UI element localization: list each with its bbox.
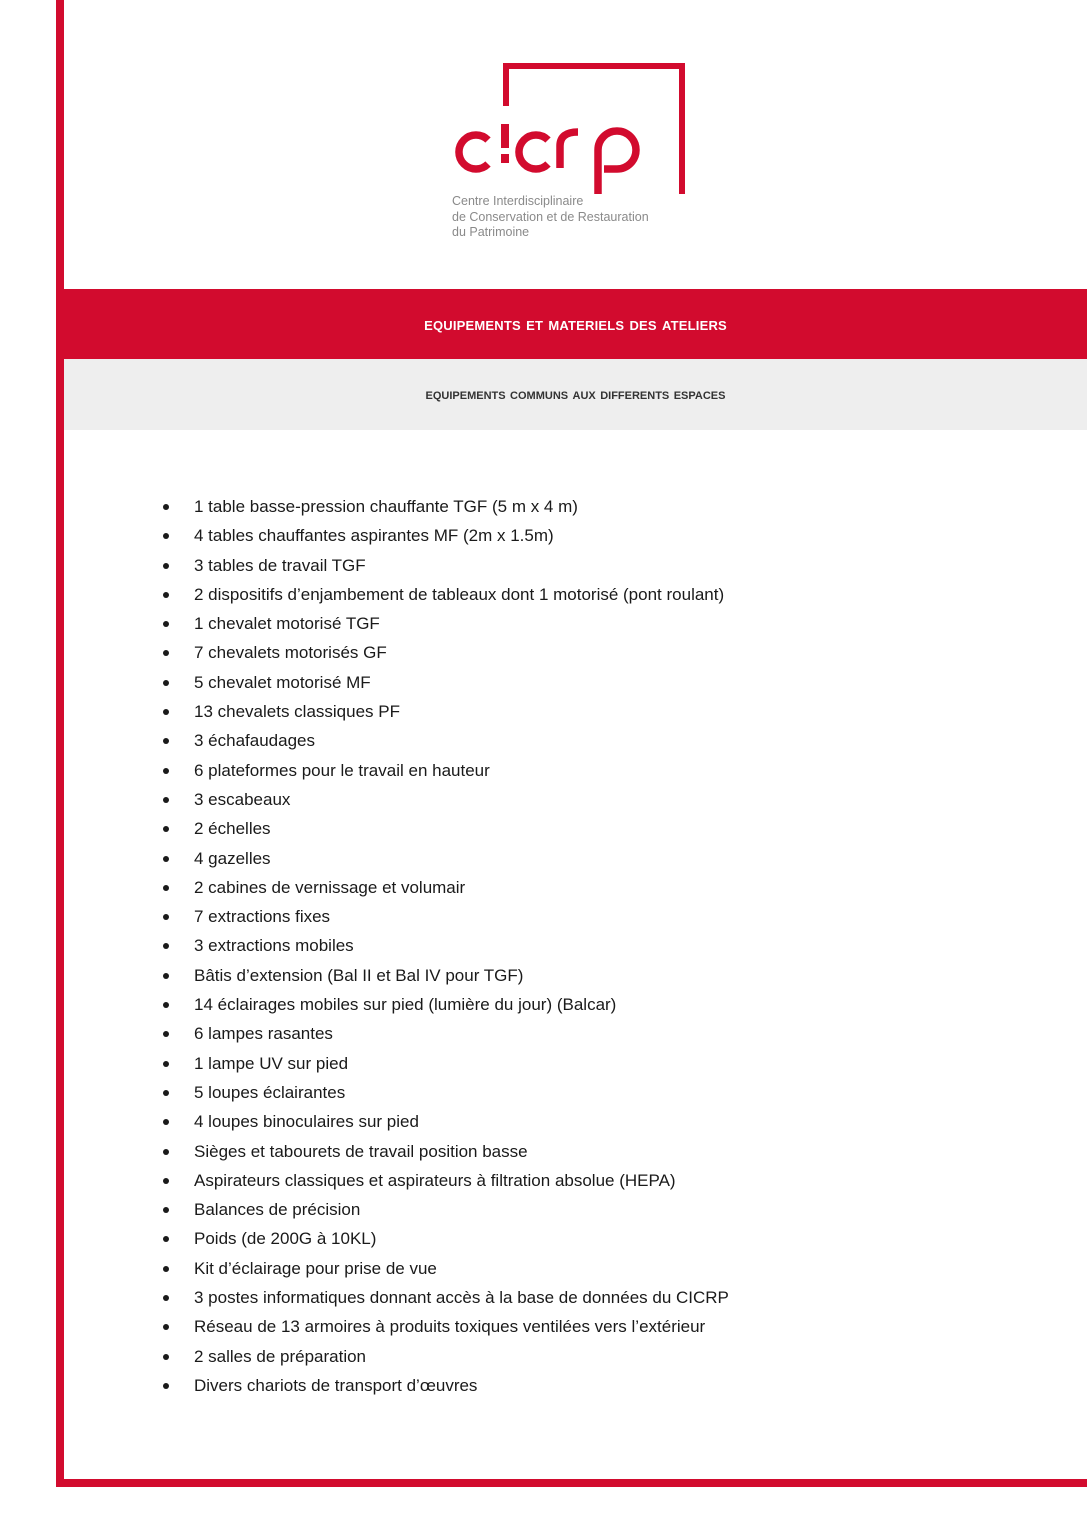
list-item: 2 salles de préparation (160, 1342, 729, 1371)
cicrp-logo-mark (448, 62, 693, 194)
list-item: 5 loupes éclairantes (160, 1078, 729, 1107)
list-item: 4 tables chauffantes aspirantes MF (2m x 1.5m) (160, 521, 729, 550)
list-item: 6 plateformes pour le travail en hauteur (160, 756, 729, 785)
title-banner (64, 289, 1087, 359)
list-item: 3 extractions mobiles (160, 931, 729, 960)
logo-caption-line: de Conservation et de Restauration (452, 209, 649, 224)
list-item: 1 lampe UV sur pied (160, 1049, 729, 1078)
list-item: 14 éclairages mobiles sur pied (lumière du jour) (Balcar) (160, 990, 729, 1019)
list-item: Balances de précision (160, 1195, 729, 1224)
list-item: Poids (de 200G à 10KL) (160, 1224, 729, 1253)
subtitle-banner (64, 359, 1087, 430)
list-item: 2 dispositifs d’enjambement de tableaux dont 1 motorisé (pont roulant) (160, 580, 729, 609)
list-item: 2 échelles (160, 814, 729, 843)
list-item: 4 gazelles (160, 844, 729, 873)
list-item: 7 chevalets motorisés GF (160, 638, 729, 667)
page-title: equipements et materiels des ateliers (424, 313, 727, 334)
list-item: Bâtis d’extension (Bal II et Bal IV pour TGF) (160, 961, 729, 990)
logo-caption-line: du Patrimoine (452, 225, 530, 239)
list-item: Sièges et tabourets de travail position basse (160, 1137, 729, 1166)
list-item: 4 loupes binoculaires sur pied (160, 1107, 729, 1136)
list-item: 3 tables de travail TGF (160, 551, 729, 580)
list-item: 1 chevalet motorisé TGF (160, 609, 729, 638)
cicrp-logo (448, 62, 693, 242)
list-item: 6 lampes rasantes (160, 1019, 729, 1048)
list-item: 7 extractions fixes (160, 902, 729, 931)
list-item: Réseau de 13 armoires à produits toxiques ventilées vers l’extérieur (160, 1312, 729, 1341)
list-item: 2 cabines de vernissage et volumair (160, 873, 729, 902)
logo-caption (452, 194, 649, 241)
bottom-border-rule (56, 1479, 1087, 1487)
list-item: Aspirateurs classiques et aspirateurs à filtration absolue (HEPA) (160, 1166, 729, 1195)
section-subtitle: equipements communs aux differents espaces (425, 385, 726, 403)
list-item: 5 chevalet motorisé MF (160, 668, 729, 697)
list-item: 13 chevalets classiques PF (160, 697, 729, 726)
list-item: 3 postes informatiques donnant accès à la base de données du CICRP (160, 1283, 729, 1312)
list-item: Kit d’éclairage pour prise de vue (160, 1254, 729, 1283)
equipment-list (160, 492, 729, 1400)
list-item: 1 table basse-pression chauffante TGF (5 m x 4 m) (160, 492, 729, 521)
left-border-rule (56, 0, 64, 1487)
logo-caption-line: Centre Interdisciplinaire (452, 194, 584, 208)
list-item: 3 escabeaux (160, 785, 729, 814)
list-item: 3 échafaudages (160, 726, 729, 755)
list-item: Divers chariots de transport d’œuvres (160, 1371, 729, 1400)
